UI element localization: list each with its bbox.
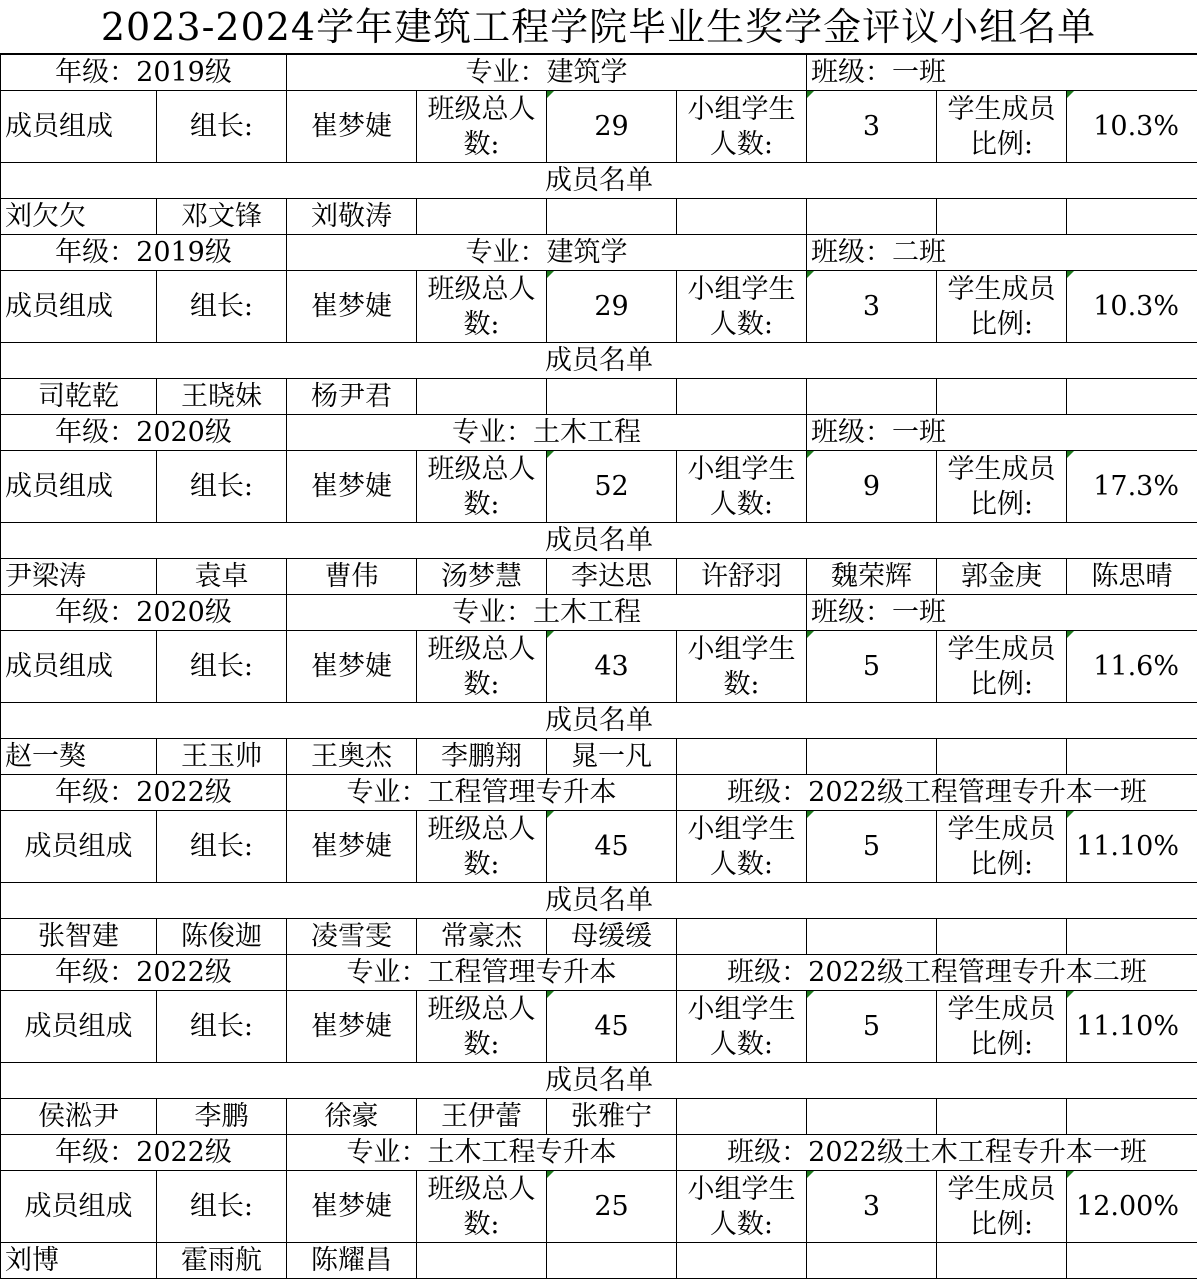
member-name-cell[interactable]: 汤梦慧 (417, 559, 547, 595)
member-list-header-cell[interactable]: 成员名单 (1, 703, 1197, 739)
member-name-cell[interactable] (1067, 199, 1197, 235)
grade-cell[interactable]: 年级：2022级 (1, 955, 287, 991)
member-name-cell[interactable]: 王伊蕾 (417, 1099, 547, 1135)
member-names-row (1, 739, 1197, 775)
member-name-cell[interactable]: 母缓缓 (547, 919, 677, 955)
member-names-row (1, 1243, 1197, 1279)
member-name-cell[interactable]: 张雅宁 (547, 1099, 677, 1135)
group-count-value-cell[interactable]: 5 (807, 811, 937, 883)
member-name-cell[interactable] (547, 199, 677, 235)
leader-name-cell[interactable]: 崔梦婕 (287, 271, 417, 343)
member-name-cell[interactable]: 刘欠欠 (1, 199, 157, 235)
class-cell[interactable]: 班级：一班 (807, 595, 1197, 631)
leader-label-cell[interactable]: 组长: (157, 811, 287, 883)
member-name-cell[interactable] (417, 379, 547, 415)
member-name-cell[interactable]: 郭金庚 (937, 559, 1067, 595)
grade-cell[interactable]: 年级：2020级 (1, 415, 287, 451)
member-name-cell[interactable] (807, 199, 937, 235)
group-count-value-cell[interactable]: 9 (807, 451, 937, 523)
leader-label-cell[interactable]: 组长: (157, 1171, 287, 1243)
member-name-cell[interactable] (807, 739, 937, 775)
composition-label-cell[interactable]: 成员组成 (1, 271, 157, 343)
member-list-header-row (1, 163, 1197, 199)
member-name-cell[interactable] (547, 1243, 677, 1279)
group-info-row (1, 595, 1197, 631)
group-info-row (1, 415, 1197, 451)
member-name-cell[interactable] (937, 379, 1067, 415)
ratio-label-cell[interactable]: 学生成员比例: (937, 631, 1067, 703)
group-info-row (1, 55, 1197, 91)
group-info-row (1, 1135, 1197, 1171)
leader-name-cell[interactable]: 崔梦婕 (287, 811, 417, 883)
member-names-row (1, 559, 1197, 595)
major-cell[interactable]: 专业：工程管理专升本 (287, 775, 677, 811)
member-name-cell[interactable] (807, 1099, 937, 1135)
member-list-header-cell[interactable]: 成员名单 (1, 163, 1197, 199)
table-body (1, 55, 1197, 1279)
group-composition-row (1, 1171, 1197, 1243)
member-name-cell[interactable] (937, 1243, 1067, 1279)
member-list-header-cell[interactable]: 成员名单 (1, 1063, 1197, 1099)
member-list-header-cell[interactable]: 成员名单 (1, 523, 1197, 559)
ratio-label-cell[interactable]: 学生成员比例: (937, 1171, 1067, 1243)
composition-label-cell[interactable]: 成员组成 (1, 91, 157, 163)
composition-label-cell[interactable]: 成员组成 (1, 631, 157, 703)
group-info-row (1, 235, 1197, 271)
member-list-header-row (1, 1063, 1197, 1099)
member-name-cell[interactable]: 许舒羽 (677, 559, 807, 595)
ratio-value-cell[interactable]: 10.3% (1067, 91, 1197, 163)
major-cell[interactable]: 专业：土木工程专升本 (287, 1135, 677, 1171)
class-total-label-cell[interactable]: 班级总人数: (417, 451, 547, 523)
ratio-value-cell[interactable]: 12.00% (1067, 1171, 1197, 1243)
member-name-cell[interactable] (677, 199, 807, 235)
leader-name-cell[interactable]: 崔梦婕 (287, 1171, 417, 1243)
major-cell[interactable]: 专业：建筑学 (287, 235, 807, 271)
member-list-header-cell[interactable]: 成员名单 (1, 343, 1197, 379)
ratio-value-cell[interactable]: 11.6% (1067, 631, 1197, 703)
group-composition-row (1, 631, 1197, 703)
group-composition-row (1, 451, 1197, 523)
member-name-cell[interactable] (937, 1099, 1067, 1135)
group-count-value-cell[interactable]: 5 (807, 631, 937, 703)
ratio-value-cell[interactable]: 17.3% (1067, 451, 1197, 523)
ratio-label-cell[interactable]: 学生成员比例: (937, 271, 1067, 343)
composition-label-cell[interactable]: 成员组成 (1, 991, 157, 1063)
member-name-cell[interactable]: 尹梁涛 (1, 559, 157, 595)
sheet-title: 2023-2024学年建筑工程学院毕业生奖学金评议小组名单 (0, 0, 1197, 54)
class-total-label-cell[interactable]: 班级总人数: (417, 271, 547, 343)
group-count-value-cell[interactable]: 3 (807, 271, 937, 343)
class-total-value-cell[interactable]: 45 (547, 811, 677, 883)
member-list-header-row (1, 883, 1197, 919)
member-list-header-row (1, 343, 1197, 379)
class-total-value-cell[interactable]: 29 (547, 271, 677, 343)
member-name-cell[interactable] (807, 1243, 937, 1279)
member-name-cell[interactable]: 邓文锋 (157, 199, 287, 235)
member-name-cell[interactable]: 王玉帅 (157, 739, 287, 775)
leader-label-cell[interactable]: 组长: (157, 991, 287, 1063)
member-name-cell[interactable] (1067, 1243, 1197, 1279)
major-cell[interactable]: 专业：建筑学 (287, 55, 807, 91)
class-cell[interactable]: 班级：2022级工程管理专升本二班 (677, 955, 1197, 991)
class-total-value-cell[interactable]: 25 (547, 1171, 677, 1243)
class-total-value-cell[interactable]: 45 (547, 991, 677, 1063)
member-name-cell[interactable]: 王晓妹 (157, 379, 287, 415)
member-name-cell[interactable] (677, 1099, 807, 1135)
member-name-cell[interactable]: 曹伟 (287, 559, 417, 595)
group-composition-row (1, 811, 1197, 883)
grade-cell[interactable]: 年级：2020级 (1, 595, 287, 631)
member-name-cell[interactable] (937, 199, 1067, 235)
class-total-label-cell[interactable]: 班级总人数: (417, 631, 547, 703)
member-name-cell[interactable] (417, 1243, 547, 1279)
leader-label-cell[interactable]: 组长: (157, 271, 287, 343)
leader-name-cell[interactable]: 崔梦婕 (287, 631, 417, 703)
member-name-cell[interactable] (1067, 379, 1197, 415)
group-count-label-cell[interactable]: 小组学生人数: (677, 451, 807, 523)
leader-name-cell[interactable]: 崔梦婕 (287, 451, 417, 523)
member-name-cell[interactable]: 张智建 (1, 919, 157, 955)
composition-label-cell[interactable]: 成员组成 (1, 811, 157, 883)
class-total-label-cell[interactable]: 班级总人数: (417, 91, 547, 163)
class-cell[interactable]: 班级：一班 (807, 415, 1197, 451)
member-name-cell[interactable] (807, 379, 937, 415)
leader-label-cell[interactable]: 组长: (157, 91, 287, 163)
major-cell[interactable]: 专业：工程管理专升本 (287, 955, 677, 991)
composition-label-cell[interactable]: 成员组成 (1, 451, 157, 523)
member-name-cell[interactable]: 陈耀昌 (287, 1243, 417, 1279)
class-cell[interactable]: 班级：二班 (807, 235, 1197, 271)
group-count-value-cell[interactable]: 5 (807, 991, 937, 1063)
group-count-label-cell[interactable]: 小组学生人数: (677, 91, 807, 163)
group-info-row (1, 775, 1197, 811)
ratio-value-cell[interactable]: 11.10% (1067, 991, 1197, 1063)
leader-label-cell[interactable]: 组长: (157, 631, 287, 703)
class-cell[interactable]: 班级：2022级工程管理专升本一班 (677, 775, 1197, 811)
member-name-cell[interactable]: 魏荣辉 (807, 559, 937, 595)
group-count-value-cell[interactable]: 3 (807, 91, 937, 163)
member-name-cell[interactable] (677, 739, 807, 775)
member-name-cell[interactable] (677, 919, 807, 955)
composition-label-cell[interactable]: 成员组成 (1, 1171, 157, 1243)
member-name-cell[interactable]: 李达思 (547, 559, 677, 595)
group-count-label-cell[interactable]: 小组学生数: (677, 631, 807, 703)
group-composition-row (1, 271, 1197, 343)
member-list-header-row (1, 703, 1197, 739)
member-name-cell[interactable]: 司乾乾 (1, 379, 157, 415)
group-count-label-cell[interactable]: 小组学生人数: (677, 811, 807, 883)
leader-name-cell[interactable]: 崔梦婕 (287, 91, 417, 163)
member-name-cell[interactable] (677, 1243, 807, 1279)
member-name-cell[interactable]: 侯淞尹 (1, 1099, 157, 1135)
member-name-cell[interactable]: 刘博 (1, 1243, 157, 1279)
ratio-label-cell[interactable]: 学生成员比例: (937, 991, 1067, 1063)
ratio-value-cell[interactable]: 10.3% (1067, 271, 1197, 343)
class-cell[interactable]: 班级：2022级土木工程专升本一班 (677, 1135, 1197, 1171)
class-total-label-cell[interactable]: 班级总人数: (417, 1171, 547, 1243)
ratio-label-cell[interactable]: 学生成员比例: (937, 451, 1067, 523)
member-name-cell[interactable]: 晁一凡 (547, 739, 677, 775)
grade-cell[interactable]: 年级：2022级 (1, 1135, 287, 1171)
class-total-label-cell[interactable]: 班级总人数: (417, 811, 547, 883)
leader-name-cell[interactable]: 崔梦婕 (287, 991, 417, 1063)
class-cell[interactable]: 班级：一班 (807, 55, 1197, 91)
member-name-cell[interactable] (1067, 739, 1197, 775)
member-name-cell[interactable]: 凌雪雯 (287, 919, 417, 955)
major-cell[interactable]: 专业：土木工程 (287, 595, 807, 631)
group-composition-row (1, 91, 1197, 163)
member-name-cell[interactable] (937, 919, 1067, 955)
group-count-value-cell[interactable]: 3 (807, 1171, 937, 1243)
class-total-value-cell[interactable]: 52 (547, 451, 677, 523)
class-total-label-cell[interactable]: 班级总人数: (417, 991, 547, 1063)
member-name-cell[interactable] (677, 379, 807, 415)
member-names-row (1, 919, 1197, 955)
member-name-cell[interactable]: 李鹏 (157, 1099, 287, 1135)
member-name-cell[interactable]: 刘敬涛 (287, 199, 417, 235)
ratio-label-cell[interactable]: 学生成员比例: (937, 91, 1067, 163)
class-total-value-cell[interactable]: 29 (547, 91, 677, 163)
member-name-cell[interactable] (417, 199, 547, 235)
member-name-cell[interactable]: 赵一獒 (1, 739, 157, 775)
class-total-value-cell[interactable]: 43 (547, 631, 677, 703)
grade-cell[interactable]: 年级：2019级 (1, 55, 287, 91)
ratio-value-cell[interactable]: 11.10% (1067, 811, 1197, 883)
member-name-cell[interactable] (1067, 1099, 1197, 1135)
member-name-cell[interactable] (807, 919, 937, 955)
member-name-cell[interactable]: 袁卓 (157, 559, 287, 595)
leader-label-cell[interactable]: 组长: (157, 451, 287, 523)
member-name-cell[interactable]: 常豪杰 (417, 919, 547, 955)
group-composition-row (1, 991, 1197, 1063)
group-count-label-cell[interactable]: 小组学生人数: (677, 271, 807, 343)
member-names-row (1, 379, 1197, 415)
member-names-row (1, 199, 1197, 235)
committee-table (0, 54, 1197, 1279)
member-name-cell[interactable]: 陈俊迦 (157, 919, 287, 955)
member-name-cell[interactable] (547, 379, 677, 415)
member-name-cell[interactable]: 李鹏翔 (417, 739, 547, 775)
grade-cell[interactable]: 年级：2019级 (1, 235, 287, 271)
member-names-row (1, 1099, 1197, 1135)
group-info-row (1, 955, 1197, 991)
member-name-cell[interactable]: 徐豪 (287, 1099, 417, 1135)
member-name-cell[interactable]: 霍雨航 (157, 1243, 287, 1279)
member-name-cell[interactable] (1067, 919, 1197, 955)
major-cell[interactable]: 专业：土木工程 (287, 415, 807, 451)
member-list-header-row (1, 523, 1197, 559)
ratio-label-cell[interactable]: 学生成员比例: (937, 811, 1067, 883)
group-count-label-cell[interactable]: 小组学生人数: (677, 1171, 807, 1243)
group-count-label-cell[interactable]: 小组学生人数: (677, 991, 807, 1063)
member-name-cell[interactable]: 陈思晴 (1067, 559, 1197, 595)
member-list-header-cell[interactable]: 成员名单 (1, 883, 1197, 919)
member-name-cell[interactable]: 王奥杰 (287, 739, 417, 775)
member-name-cell[interactable]: 杨尹君 (287, 379, 417, 415)
member-name-cell[interactable] (937, 739, 1067, 775)
grade-cell[interactable]: 年级：2022级 (1, 775, 287, 811)
